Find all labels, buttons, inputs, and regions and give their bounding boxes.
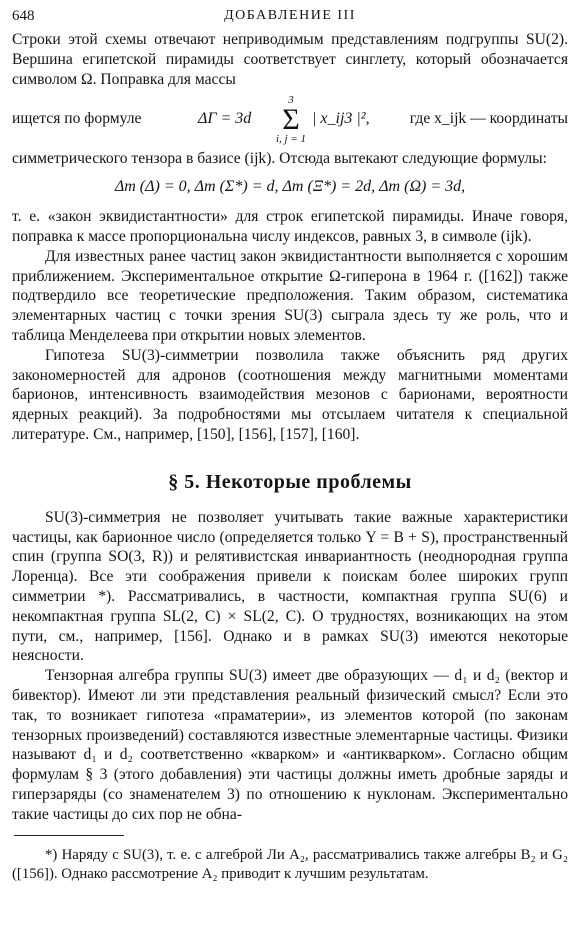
footnote-text: *) Наряду с SU(3), т. е. с алгеброй Ли A₂, рассматривались также алгебры B₂ и G₂ ([156]). Однако рассмотрение A₂ приводит к лучшим результатам. xyxy=(12,846,568,882)
paragraph-omega-hyperon: Для известных ранее частиц закон эквидистантности выполняется с хорошим приближением. Экспериментальное открытие Ω-гиперона в 1964 г. ([162]) также подтвердило все теоретические предположения. Таким образом, систематика элементарных частиц с точки зрения SU(3) сыграла здесь ту же роль, что и таблица Менделеева при открытии новых элементов. xyxy=(12,247,568,344)
formula-mass-correction xyxy=(12,91,568,145)
paragraph-equidistance-law: т. е. «закон эквидистантности» для строк египетской пирамиды. Иначе говоря, поправка к массе пропорциональна числу индексов, равных 3, в символе (ijk). xyxy=(12,208,568,245)
page-header xyxy=(12,6,568,30)
running-title: ДОБАВЛЕНИЕ III xyxy=(224,8,356,23)
page-number: 648 xyxy=(12,8,35,24)
section-heading: § 5. Некоторые проблемы xyxy=(168,470,412,493)
formula-tail-text: где x_ijk — координаты xyxy=(409,110,568,128)
formula-lead-text: ищется по формуле xyxy=(12,110,142,128)
paragraph-tensor-algebra: Тензорная алгебра группы SU(3) имеет две образующих — d₁ и d₂ (вектор и бивектор). Имеют ли эти представления реальный физический смысл? Если это так, то возникает гипотеза «праматерии», из элементов которой (по законам тензорных произведений) составляются известные элементарные частицы. Физики называют d₁ и d₂ соответственно «кварком» и «антикварком». Согласно общим формулам § 3 (этого добавления) эти частицы должны иметь дробные заряды и гиперзаряды (со знаменателем 3) по отношению к нуклонам. Экспериментально такие частицы до сих пор не обна- xyxy=(12,667,568,823)
paragraph-intro: Строки этой схемы отвечают неприводимым представлениям подгруппы SU(2). Вершина египетской пирамиды соответствует синглету, который обозначается символом Ω. Поправка для массы xyxy=(12,31,568,88)
formula-equidistance: Δm (Δ) = 0, Δm (Σ*) = d, Δm (Ξ*) = 2d, Δm (Ω) = 3d, xyxy=(114,178,466,196)
paragraph-tensor-basis: симметрического тензора в базисе (ijk). Отсюда вытекают следующие формулы: xyxy=(12,150,547,168)
summation-sign xyxy=(274,95,308,145)
footnote-divider xyxy=(14,835,124,836)
paragraph-su3-limitations: SU(3)-симметрия не позволяет учитывать такие важные характеристики частицы, как барионное число (определяется только Y = B + S), пространственный спин (группа SO(3, R)) и релятивистская инвариантность (неоднородная группа Лоренца). Все эти соображения привели к поискам более широких групп симметрии *). Рассматривались, в частности, компактная группа SU(6) и некомпактная группа SL(2, C) × SL(2, C). О трудностях, возникающих на этом пути, см., например, [156]. Однако и в рамках SU(3) имеются некоторые неясности. xyxy=(12,508,568,665)
summation-upper-limit: 3 xyxy=(288,94,294,107)
summation-symbol: Σ xyxy=(282,103,300,137)
summation-lower-limit: i, j = 1 xyxy=(275,133,307,146)
footnote xyxy=(12,846,568,884)
paragraph-su3-hypothesis: Гипотеза SU(3)-симметрии позволила также объяснить ряд других закономерностей для адронов (соотношения между магнитными моментами барионов, интенсивность взаимодействия мезонов с барионами, вероятности ядерных реакций). За подробностями мы отсылаем читателя к специальной литературе. См., например, [150], [156], [157], [160]. xyxy=(12,346,568,443)
document-page xyxy=(12,6,568,884)
formula-summand: | x_ij3 |², xyxy=(312,110,370,128)
formula-lhs: ΔΓ = 3d xyxy=(198,110,252,128)
body-text xyxy=(12,30,568,825)
